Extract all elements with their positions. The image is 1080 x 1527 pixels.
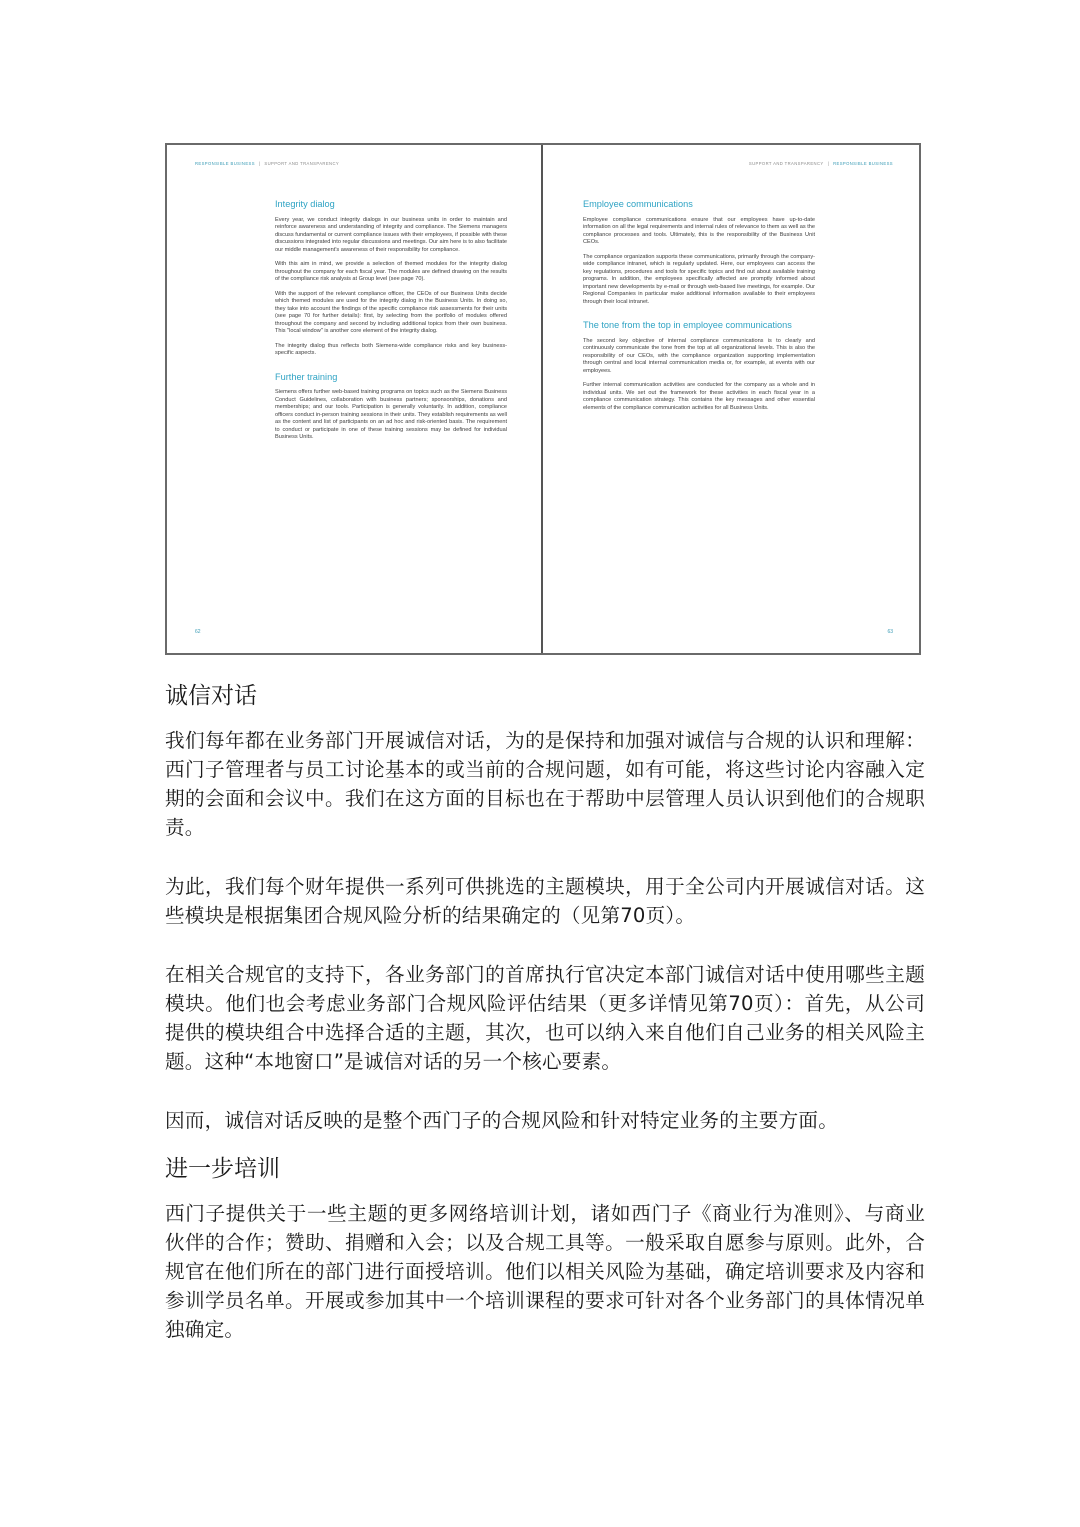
right-paragraph-3: The second key objective of internal compliance communications is to clearly and continuously communicate the tone from the top at all organizational levels. This is also the responsibility of our CEOs, with the compliance organization supporting implementation through central and local internal communication media or, for example, at events with our employees. xyxy=(583,337,815,374)
left-heading-integrity-dialog: Integrity dialog xyxy=(275,199,335,209)
translation-heading-integrity-dialog: 诚信对话 xyxy=(165,683,257,709)
scanned-spread xyxy=(165,143,921,655)
translation-paragraph-3: 在相关合规官的支持下，各业务部门的首席执行官决定本部门诚信对话中使用哪些主题模块。他们也会考虑业务部门合规风险评估结果（更多详情见第70页）：首先，从公司提供的模块组合中选择合适的主题，其次，也可以纳入来自他们自己业务的相关风险主题。这种“本地窗口”是诚信对话的另一个核心要素。 xyxy=(165,963,925,1073)
translation-paragraph-1: 我们每年都在业务部门开展诚信对话，为的是保持和加强对诚信与合规的认识和理解：西门子管理者与员工讨论基本的或当前的合规问题，如有可能，将这些讨论内容融入定期的会面和会议中。我们在这方面的目标也在于帮助中层管理人员认识到他们的合规职责。 xyxy=(165,729,925,839)
left-paragraph-2: With this aim in mind, we provide a selection of themed modules for the integrity dialog throughout the company for each fiscal year. The modules are defined drawing on the results of the compliance risk analysis at Group level (see page 70). xyxy=(275,261,507,282)
left-runhead-section: RESPONSIBLE BUSINESS xyxy=(195,161,255,166)
left-running-header xyxy=(195,161,339,166)
right-paragraph-4: Further internal communication activities are conducted for the company as a whole and in individual units. We set out the framework for these activities in each fiscal year in a compliance communication strategy. This contains the key messages and other essential elements of the compliance communication activities for all Business Units. xyxy=(583,382,815,411)
right-heading-tone-from-top: The tone from the top in employee communications xyxy=(583,320,792,330)
right-text-column xyxy=(583,199,815,419)
right-paragraph-1: Employee compliance communications ensure that our employees have up-to-date information on all the legal requirements and internal rules of relevance to them as well as the compliance processes and tools. Ultimately, this is the responsibility of the Business Unit CEOs. xyxy=(583,216,815,245)
left-page xyxy=(167,145,543,653)
left-paragraph-4: The integrity dialog thus reflects both Siemens-wide compliance risks and key business-specific aspects. xyxy=(275,342,507,356)
right-runhead-subsection: SUPPORT AND TRANSPARENCY xyxy=(748,161,824,166)
right-paragraph-2: The compliance organization supports these communications, primarily through the company-wide compliance intranet, which is regularly updated. Here, our employees can access the key regulations, procedures and tools for specific topics and find out about available training programs. In addition, the employees specifically affected are promptly informed about important new developments by e-mail or through web-based live meetings, for example. Our Regional Companies in particular make additional information available to their employees through their local intranet. xyxy=(583,253,815,305)
right-running-header xyxy=(749,161,893,166)
left-text-column xyxy=(275,199,507,449)
translation-paragraph-2: 为此，我们每个财年提供一系列可供挑选的主题模块，用于全公司内开展诚信对话。这些模块是根据集团合规风险分析的结果确定的（见第70页）。 xyxy=(165,875,925,927)
translation-paragraph-5: 西门子提供关于一些主题的更多网络培训计划，诸如西门子《商业行为准则》、与商业伙伴的合作；赞助、捐赠和入会；以及合规工具等。一般采取自愿参与原则。此外，合规官在他们所在的部门进行面授培训。他们以相关风险为基础，确定培训要求及内容和参训学员名单。开展或参加其中一个培训课程的要求可针对各个业务部门的具体情况单独确定。 xyxy=(165,1202,925,1341)
right-page xyxy=(543,145,919,653)
translation-heading-further-training: 进一步培训 xyxy=(165,1156,280,1182)
left-page-number: 62 xyxy=(195,629,201,635)
translation-paragraph-4: 因而，诚信对话反映的是整个西门子的合规风险和针对特定业务的主要方面。 xyxy=(165,1109,838,1132)
left-heading-further-training: Further training xyxy=(275,371,338,382)
left-paragraph-1: Every year, we conduct integrity dialogs in our business units in order to maintain and reinforce awareness and understanding of integrity and compliance. The Siemens managers discuss fundamental or current compliance issues with their employees, if possible with these discussions integrated into regular discussions and meetings. Our aim here is to also facilitate our middle management's awareness of their responsibility for compliance. xyxy=(275,216,507,253)
left-runhead-separator: | xyxy=(258,161,261,166)
translation-body xyxy=(165,668,925,1374)
right-heading-employee-communications: Employee communications xyxy=(583,199,693,209)
right-page-number: 63 xyxy=(887,629,893,635)
right-runhead-section: RESPONSIBLE BUSINESS xyxy=(833,161,893,166)
right-runhead-separator: | xyxy=(827,161,830,166)
left-paragraph-3: With the support of the relevant compliance officer, the CEOs of our Business Units decide which themed modules are used for the integrity dialog in the Business Units. In doing so, they take into account the findings of the specific compliance risk assessments for their units (see page 70 for further details): first, by selecting from the portfolio of modules offered throughout the company and second by including additional topics from their own business. This "local window" is another core element of the integrity dialog. xyxy=(275,290,507,334)
left-runhead-subsection: SUPPORT AND TRANSPARENCY xyxy=(264,161,340,166)
left-paragraph-5: Siemens offers further web-based training programs on topics such as the Siemens Business Conduct Guidelines, collaboration with business partners; sponsorships, donations and memberships; and our tools. Participation is generally voluntarily. In addition, compliance officers conduct in-person training sessions in their units. They establish requirements as well as the content and list of participants on an ad hoc and risk-oriented basis. The requirement to conduct or participate in one of these training sessions may be defined for individual Business Units. xyxy=(275,389,507,440)
